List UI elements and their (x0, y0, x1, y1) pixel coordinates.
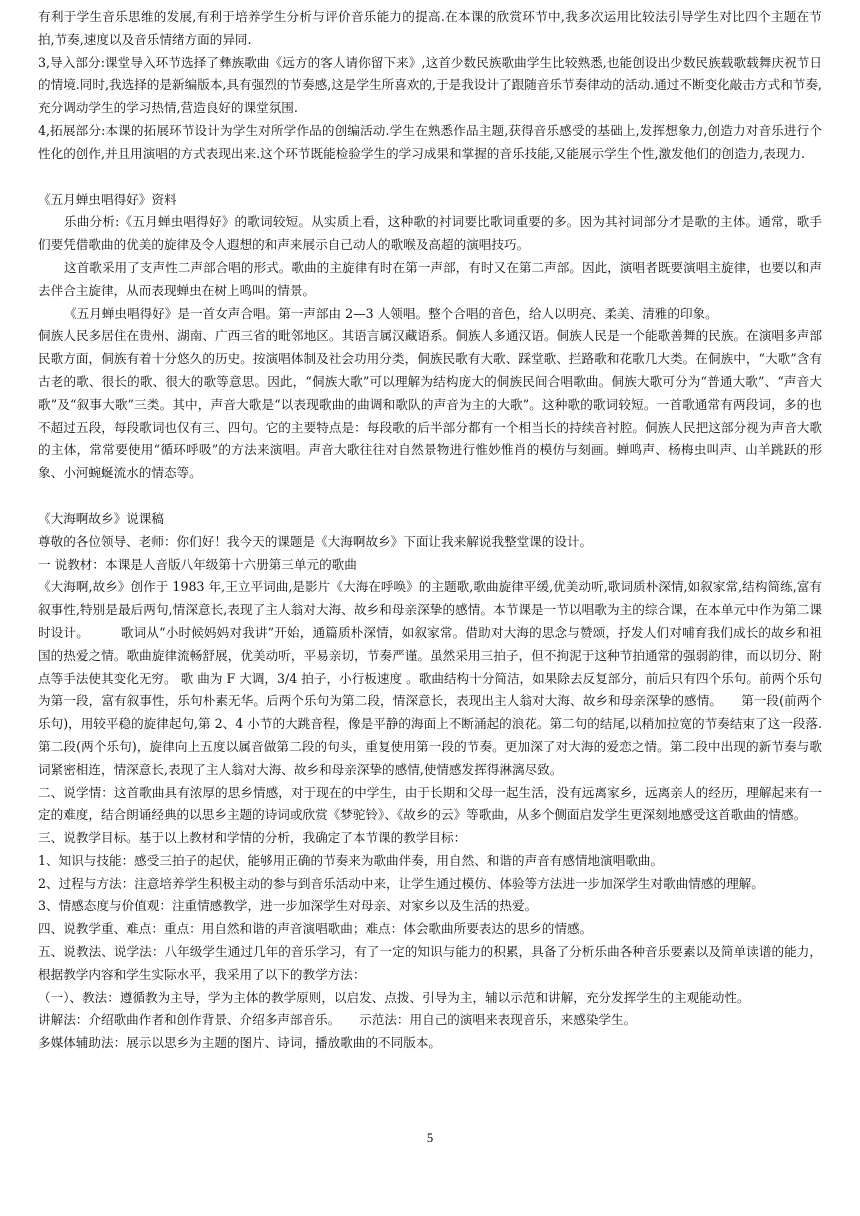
section-title-cicada-song: 《五月蝉虫唱得好》资料 (38, 191, 177, 207)
paragraph-greeting: 尊敬的各位领导、老师：你们好！我今天的课题是《大海啊故乡》下面让我来解说我整堂课的设计。 (38, 533, 593, 549)
paragraph-intro-section: 3,导入部分:课堂导入环节选择了彝族歌曲《远方的客人请你留下来》,这首少数民族歌曲学生比较熟悉,也能创设出少数民族载歌载舞庆祝节日的情境.同时,我选择的是新编版本,具有强烈的节奏感,这是学生所喜欢的,于是我设计了跟随音乐节奏律动的活动.通过不断变化敲击方式和节奏,充分调动学生的学习热情,营造良好的课堂氛围. (38, 54, 822, 116)
paragraph-two-part-chorus: 这首歌采用了支声性二声部合唱的形式。歌曲的主旋律有时在第一声部，有时又在第二声部。因此，演唱者既要演唱主旋律，也要以和声去伴合主旋律，从而表现蝉虫在树上鸣叫的情景。 (38, 259, 822, 298)
paragraph-learning-situation: 二、说学情：这首歌曲具有浓厚的思乡情感，对于现在的中学生，由于长期和父母一起生活，没有远离家乡，远离亲人的经历，理解起来有一定的难度，结合朗诵经典的以思乡主题的诗词或欣赏《梦驼铃》、《故乡的云》等歌曲，从多个侧面启发学生更深刻地感受这首歌曲的情感。 (38, 784, 822, 823)
paragraph-extension-section: 4,拓展部分:本课的拓展环节设计为学生对所学作品的创编活动.学生在熟悉作品主题,获得音乐感受的基础上,发挥想象力,创造力对音乐进行个性化的创作,并且用演唱的方式表现出来.这个环节既能检验学生的学习成果和掌握的音乐技能,又能展示学生个性,激发他们的创造力,表现力. (38, 122, 822, 161)
paragraph-dong-people: 侗族人民多居住在贵州、湖南、广西三省的毗邻地区。其语言属汉藏语系。侗族人多通汉语。侗族人民是一个能歌善舞的民族。在演唱多声部民歌方面，侗族有着十分悠久的历史。按演唱体制及社会功用分类，侗族民歌有大歌、踩堂歌、拦路歌和花歌几大类。在侗族中，“大歌”含有古老的歌、很长的歌、很大的歌等意思。因此，“侗族大歌”可以理解为结构庞大的侗族民间合唱歌曲。侗族大歌可分为“普通大歌”、“声音大歌”及“叙事大歌”三类。其中，声音大歌是“以表现歌曲的曲调和歌队的声音为主的大歌”。这种歌的歌词较短。一首歌通常有两段词，多的也不超过五段，每段歌词也仅有三、四句。它的主要特点是：每段歌的后半部分都有一个相当长的持续音衬腔。侗族人民把这部分视为声音大歌的主体，常常要使用“循环呼吸”的方法来演唱。声音大歌往往对自然景物进行惟妙惟肖的模仿与刻画。蝉鸣声、杨梅虫叫声、山羊跳跃的形象、小河蜿蜒流水的情态等。 (38, 328, 822, 481)
paragraph-music-thinking: 有利于学生音乐思维的发展,有利于培养学生分析与评价音乐能力的提高.在本课的欣赏环节中,我多次运用比较法引导学生对比四个主题在节拍,节奏,速度以及音乐情绪方面的异同. (38, 9, 822, 47)
paragraph-goal-emotion: 3、情感态度与价值观：注重情感教学，进一步加深学生对母亲、对家乡以及生活的热爱。 (38, 898, 538, 914)
paragraph-teaching-goals: 三、说教学目标。基于以上教材和学情的分析，我确定了本节课的教学目标： (38, 830, 467, 846)
section-title-sea-hometown: 《大海啊故乡》说课稿 (38, 510, 164, 526)
paragraph-goal-knowledge: 1、知识与技能：感受三拍子的起伏，能够用正确的节奏来为歌曲伴奏，用自然、和谐的声音有感情地演唱歌曲。 (38, 852, 664, 868)
paragraph-goal-process: 2、过程与方法：注意培养学生积极主动的参与到音乐活动中来，让学生通过模仿、体验等方法进一步加深学生对歌曲情感的理解。 (38, 875, 764, 891)
paragraph-female-chorus: 《五月蝉虫唱得好》是一首女声合唱。第一声部由 2—3 人领唱。整个合唱的音色，给人以明亮、柔美、清雅的印象。 (64, 305, 718, 321)
spacer (38, 485, 822, 508)
paragraph-song-analysis: 乐曲分析:《五月蝉虫唱得好》的歌词较短。从实质上看，这种歌的衬词要比歌词重要的多。因为其衬词部分才是歌的主体。通常，歌手们要凭借歌曲的优美的旋律及令人遐想的和声来展示自己动人的歌喉及高超的演唱技巧。 (38, 214, 822, 253)
paragraph-method-multimedia: 多媒体辅助法：展示以思乡为主题的图片、诗词，播放歌曲的不同版本。 (38, 1035, 441, 1051)
paragraph-method-principle: （一）、教法：遵循教为主导，学为主体的教学原则，以启发、点拨、引导为主，辅以示范和讲解，充分发挥学生的主观能动性。 (38, 989, 750, 1005)
spacer (38, 166, 822, 189)
paragraph-song-description: 《大海啊,故乡》创作于 1983 年,王立平词曲,是影片《大海在呼唤》的主题歌,歌曲旋律平缓,优美动听,歌词质朴深情,如叙家常,结构简练,富有叙事性,特别是最后两句,情深意长,表现了主人翁对大海、故乡和母亲深挚的感情。本节课是一节以唱歌为主的综合课，在本单元中作为第二课时设计。 歌词从“小时候妈妈对我讲”开始，通篇质朴深情，如叙家常。借助对大海的思念与赞颂，抒发人们对哺育我们成长的故乡和祖国的热爱之情。歌曲旋律流畅舒展，优美动听，平易亲切，节奏严谨。虽然采用三拍子，但不拘泥于这种节拍通常的强弱韵律，而以切分、附点等手法使其变化无穷。 歌 曲为 F 大调，3/4 拍子，小行板速度 。歌曲结构十分简洁，如果除去反复部分，前后只有四个乐句。前两个乐句为第一段，富有叙事性，乐句朴素无华。后两个乐句为第二段，情深意长，表现出主人翁对大海、故乡和母亲深挚的感情。 第一段(前两个乐句)，用较平稳的旋律起句,第 2、4 小节的大跳音程，像是平静的海面上不断涌起的浪花。第二句的结尾,以稍加拉宽的节奏结束了这一段落.第二段(两个乐句)，旋律向上五度以属音做第二段的句头，重复使用第一段的节奏。更加深了对大海的爱恋之情。第二段中出现的新节奏与歌词紧密相连，情深意长,表现了主人翁对大海、故乡和母亲深挚的感情,使情感发挥得淋漓尽致。 (38, 579, 822, 777)
page-number: 5 (426, 1131, 434, 1145)
paragraph-teaching-methods: 五、说教法、说学法：八年级学生通过几年的音乐学习，有了一定的知识与能力的积累，具备了分析乐曲各种音乐要素以及简单读谱的能力，根据教学内容和学生实际水平，我采用了以下的教学方法： (38, 944, 822, 982)
paragraph-key-points: 四、说教学重、难点：重点：用自然和谐的声音演唱歌曲；难点：体会歌曲所要表达的思乡的情感。 (38, 921, 593, 937)
paragraph-teaching-material: 一 说教材：本课是人音版八年级第十六册第三单元的歌曲 (38, 556, 357, 572)
paragraph-method-explain: 讲解法：介绍歌曲作者和创作背景、介绍多声部音乐。 示范法：用自己的演唱来表现音乐，来感染学生。 (38, 1012, 637, 1028)
